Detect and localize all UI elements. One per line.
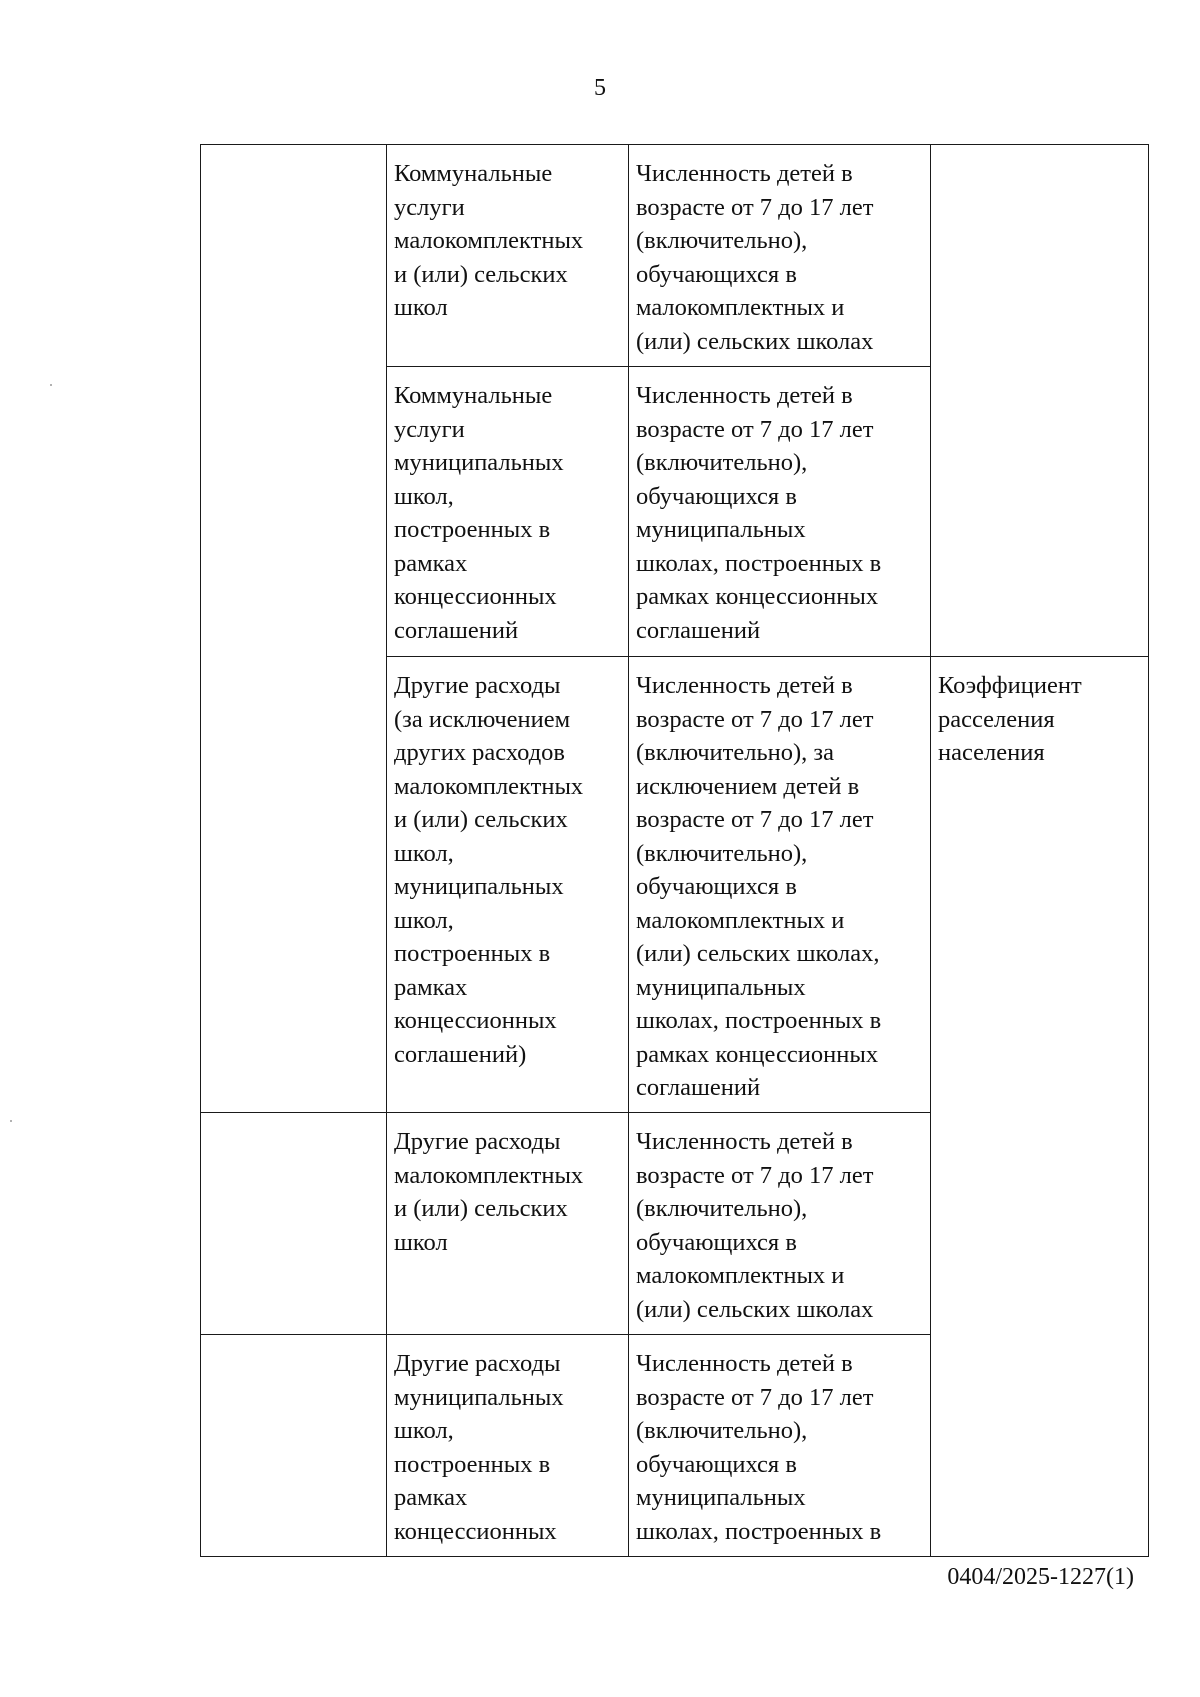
scan-speck xyxy=(10,1120,12,1122)
coefficient-cell xyxy=(931,657,1149,1557)
indicator-text: Численность детей в возрасте от 7 до 17 лет (включительно), обучающихся в муниципальных школах, построенных в рамках концессионных соглашений xyxy=(636,382,882,644)
expense-text: Другие расходы малокомплектных и (или) сельских школ xyxy=(394,1128,584,1256)
indicator-cell xyxy=(629,657,931,1113)
indicator-cell xyxy=(629,1113,931,1335)
empty-cell xyxy=(201,1335,387,1557)
document-code: 0404/2025-1227(1) xyxy=(947,1564,1134,1590)
expense-cell xyxy=(387,1113,629,1335)
expense-cell xyxy=(387,1335,629,1557)
expense-text: Другие расходы (за исключением других расходов малокомплектных и (или) сельских школ, муниципальных школ, построенных в рамках концессионных соглашений) xyxy=(394,672,584,1068)
empty-cell xyxy=(931,145,1149,657)
empty-cell xyxy=(201,1113,387,1335)
table-row xyxy=(201,145,1149,367)
expense-text: Коммунальные услуги малокомплектных и (или) сельских школ xyxy=(394,160,584,321)
expense-cell xyxy=(387,145,629,367)
indicator-text: Численность детей в возрасте от 7 до 17 лет (включительно), обучающихся в муниципальных школах, построенных в xyxy=(636,1350,882,1545)
indicator-text: Численность детей в возрасте от 7 до 17 лет (включительно), обучающихся в малокомплектных и (или) сельских школах xyxy=(636,160,874,355)
indicator-cell xyxy=(629,145,931,367)
indicator-text: Численность детей в возрасте от 7 до 17 лет (включительно), за исключением детей в возрасте от 7 до 17 лет (включительно), обучающихся в малокомплектных и (или) сельских школах, муниципальных школах, построенных в рамках концессионных соглашений xyxy=(636,672,882,1101)
page-number: 5 xyxy=(594,75,606,101)
expense-cell xyxy=(387,367,629,657)
indicator-cell xyxy=(629,367,931,657)
empty-cell xyxy=(201,145,387,1113)
indicator-text: Численность детей в возрасте от 7 до 17 лет (включительно), обучающихся в малокомплектных и (или) сельских школах xyxy=(636,1128,874,1323)
expense-cell xyxy=(387,657,629,1113)
allocation-table xyxy=(200,144,1149,1557)
expense-text: Другие расходы муниципальных школ, построенных в рамках концессионных xyxy=(394,1350,564,1545)
scan-speck xyxy=(50,384,52,386)
coefficient-text: Коэффициент расселения населения xyxy=(938,672,1082,766)
indicator-cell xyxy=(629,1335,931,1557)
expense-text: Коммунальные услуги муниципальных школ, построенных в рамках концессионных соглашений xyxy=(394,382,564,644)
